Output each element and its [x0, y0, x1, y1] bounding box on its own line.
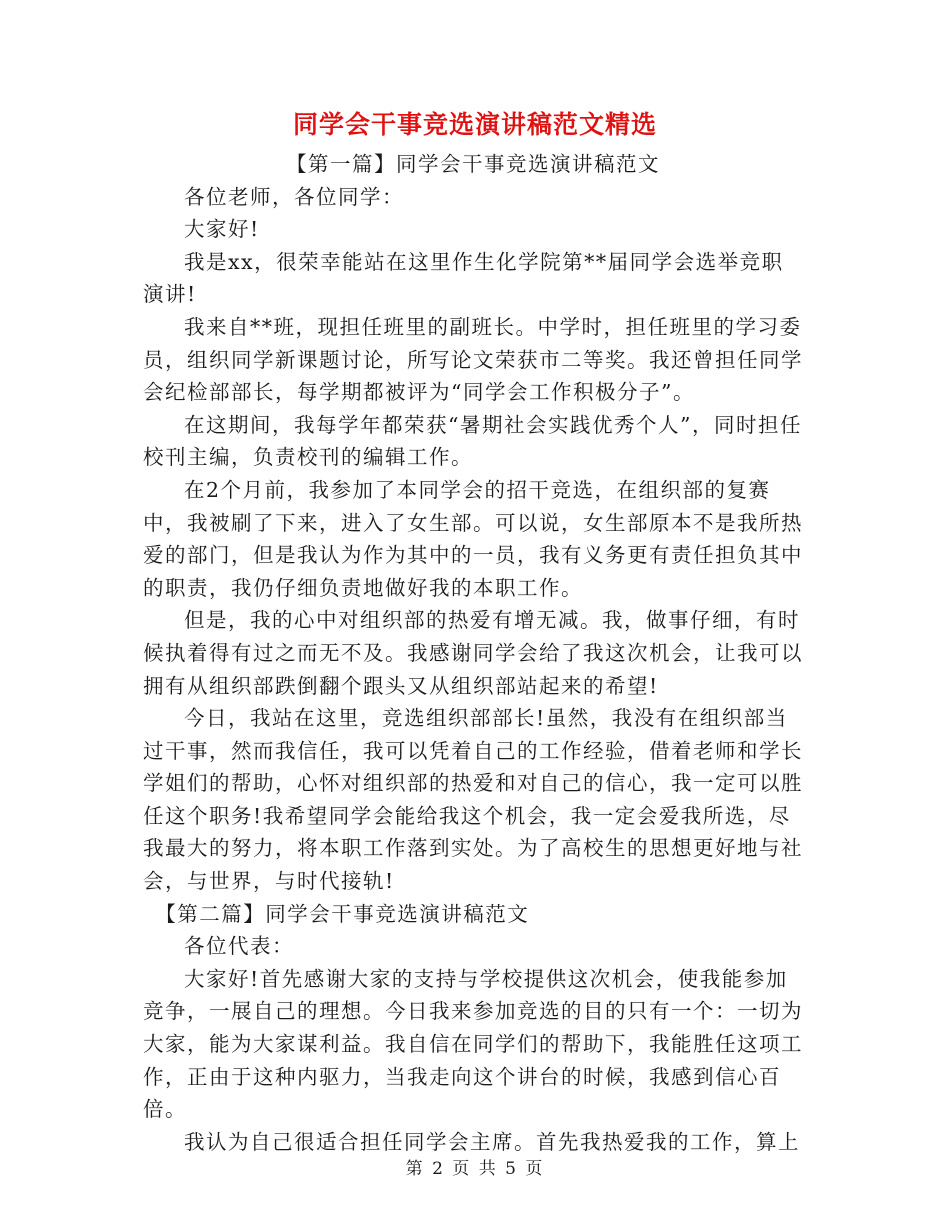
section-heading: 【第二篇】同学会干事竞选演讲稿范文 [155, 901, 530, 926]
paragraph: 各位代表： [184, 934, 294, 959]
paragraph: 各位老师，各位同学： [184, 184, 404, 209]
paragraph: 但是，我的心中对组织部的热爱有增无减。我，做事仔细，有时候执着得有过之而无不及。我感谢同学会给了我这次机会，让我可以拥有从组织部跌倒翻个跟头又从组织部站起来的希望! [143, 608, 803, 698]
paragraph: 我认为自己很适合担任同学会主席。首先我热爱我的工作，算上 [184, 1129, 800, 1154]
paragraph: 我来自**班，现担任班里的副班长。中学时，担任班里的学习委员，组织同学新课题讨论，所写论文荣获市二等奖。我还曾担任同学会纪检部部长，每学期都被评为“同学会工作积极分子”。 [143, 314, 803, 405]
paragraph: 在2个月前，我参加了本同学会的招干竞选，在组织部的复赛中，我被刷了下来，进入了女生部。可以说，女生部原本不是我所热爱的部门，但是我认为作为其中的一员，我有义务更有责任担负其中的职责，我仍仔细负责地做好我的本职工作。 [143, 477, 803, 600]
page-footer: 第 2 页 共 5 页 [405, 1159, 545, 1179]
paragraph: 我是xx，很荣幸能站在这里作生化学院第**届同学会选举竞职演讲! [143, 249, 784, 307]
section-heading: 【第一篇】同学会干事竞选演讲稿范文 [286, 152, 660, 176]
paragraph: 今日，我站在这里，竞选组织部部长!虽然，我没有在组织部当过干事，然而我信任，我可以凭着自己的工作经验，借着老师和学长学姐们的帮助，心怀对组织部的热爱和对自己的信心，我一定可以胜任这个职务!我希望同学会能给我这个机会，我一定会爱我所选，尽我最大的努力，将本职工作落到实处。为了高校生的思想更好地与社会，与世界，与时代接轨! [143, 706, 803, 894]
paragraph: 大家好! [184, 217, 260, 242]
document-title: 同学会干事竞选演讲稿范文精选 [292, 110, 657, 139]
paragraph: 在这期间，我每学年都荣获“暑期社会实践优秀个人”，同时担任校刊主编，负责校刊的编辑工作。 [143, 412, 802, 470]
document-body [143, 148, 803, 1158]
paragraph: 大家好!首先感谢大家的支持与学校提供这次机会，使我能参加竞争，一展自己的理想。今日我来参加竞选的目的只有一个：一切为大家，能为大家谋利益。我自信在同学们的帮助下，我能胜任这项工作，正由于这种内驱力，当我走向这个讲台的时候，我感到信心百倍。 [143, 966, 803, 1122]
